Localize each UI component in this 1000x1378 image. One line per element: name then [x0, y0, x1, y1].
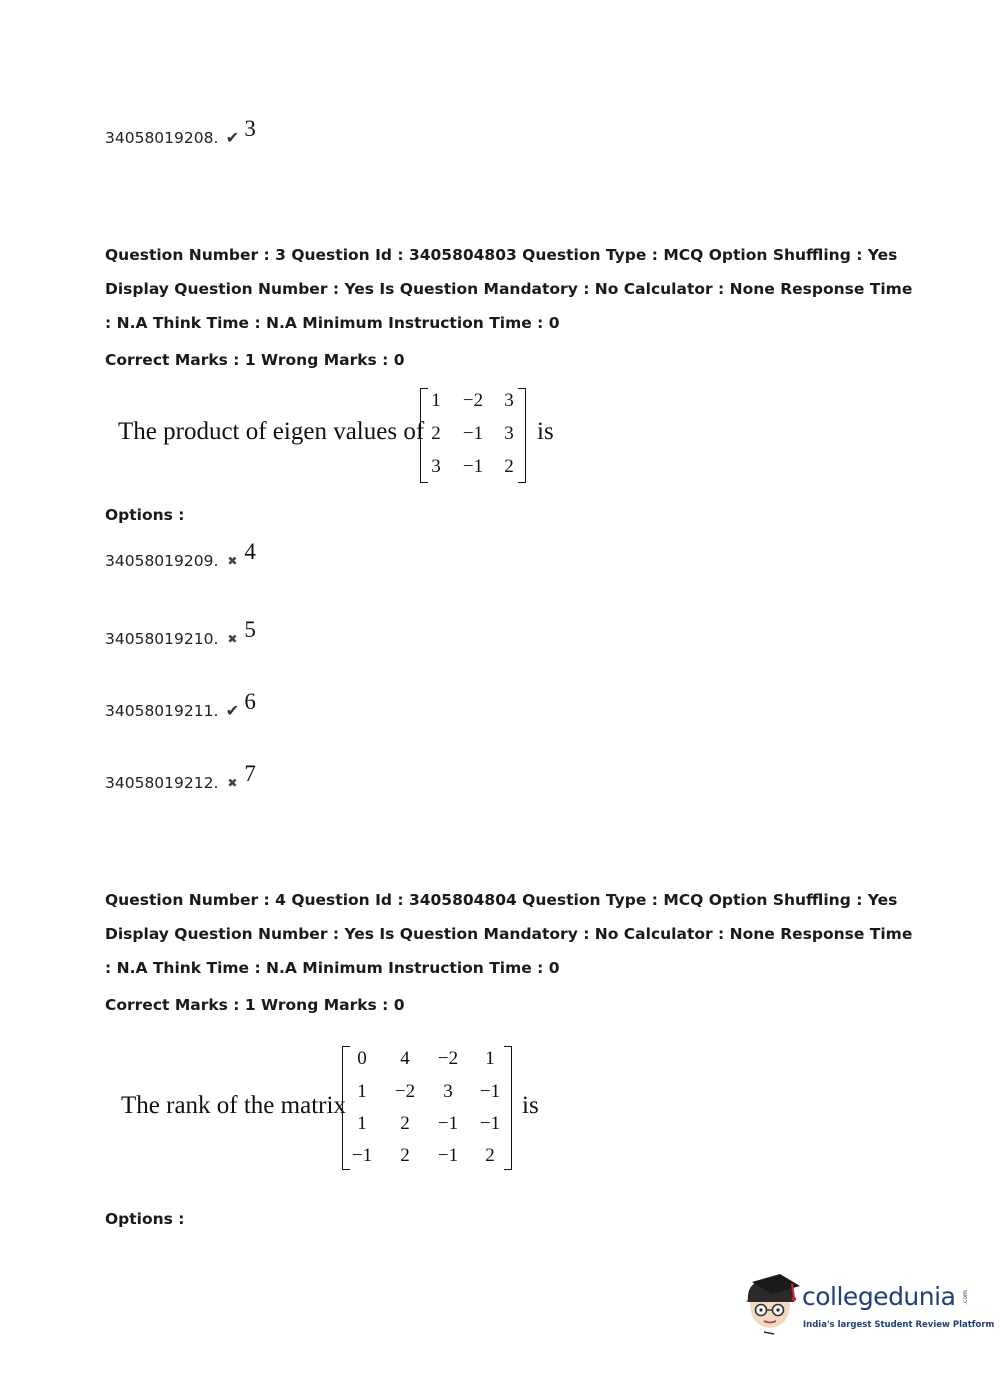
option-row: [105, 691, 256, 721]
question-4-meta: [105, 883, 915, 985]
matrix-cell: −2: [437, 1048, 459, 1069]
question-3-text: The product of eigen values of: [118, 418, 425, 445]
matrix-cell: 2: [485, 1145, 495, 1166]
matrix-cell: 1: [357, 1113, 367, 1134]
question-4-text: The rank of the matrix: [121, 1092, 346, 1119]
matrix-cell: 2: [504, 456, 514, 477]
meta-line: : N.A Think Time : N.A Minimum Instruction Time : 0: [105, 959, 560, 977]
matrix-cell: 2: [400, 1145, 410, 1166]
matrix-cell: 2: [400, 1113, 410, 1134]
meta-line: Display Question Number : Yes Is Question Mandatory : No Calculator : None Response Time: [105, 280, 913, 298]
option-row: [105, 763, 256, 793]
question-4-marks: Correct Marks : 1 Wrong Marks : 0: [105, 996, 405, 1014]
collegedunia-logo: [740, 1272, 995, 1342]
logo-wordmark: collegedunia: [802, 1282, 956, 1311]
logo-domain-suffix: .com: [961, 1290, 969, 1305]
question-3-marks: Correct Marks : 1 Wrong Marks : 0: [105, 351, 405, 369]
option-row: [105, 619, 256, 649]
check-icon: ✔: [225, 128, 240, 147]
question-4-text-suffix: is: [522, 1092, 539, 1119]
question-3-matrix: [420, 388, 526, 483]
matrix-cell: 4: [400, 1048, 410, 1069]
question-3-text-suffix: is: [537, 418, 554, 445]
cross-icon: ✖: [227, 554, 238, 568]
mascot-icon: [740, 1272, 802, 1338]
options-label: Options :: [105, 506, 185, 524]
logo-tagline: India's largest Student Review Platform: [803, 1320, 995, 1330]
question-3-meta: [105, 238, 915, 340]
matrix-cell: 0: [357, 1048, 367, 1069]
matrix-cell: 3: [443, 1081, 453, 1102]
matrix-cell: 3: [504, 390, 514, 411]
matrix-cell: −1: [462, 423, 484, 444]
matrix-cell: 3: [431, 456, 441, 477]
matrix-cell: −2: [394, 1081, 416, 1102]
option-row: [105, 541, 256, 571]
option-value: 4: [244, 539, 256, 564]
option-id: 34058019212.: [105, 774, 219, 792]
option-row: [105, 118, 256, 148]
matrix-cell: −1: [437, 1113, 459, 1134]
matrix-cell: 1: [485, 1048, 495, 1069]
matrix-cell: 2: [431, 423, 441, 444]
matrix-cell: −1: [479, 1113, 501, 1134]
cross-icon: ✖: [227, 776, 238, 790]
option-value: 3: [244, 116, 256, 141]
matrix-cell: 3: [504, 423, 514, 444]
option-id: 34058019210.: [105, 630, 219, 648]
meta-line: Question Number : 3 Question Id : 3405804803 Question Type : MCQ Option Shuffling : Yes: [105, 246, 898, 264]
option-value: 5: [244, 617, 256, 642]
matrix-cell: −1: [437, 1145, 459, 1166]
option-id: 34058019209.: [105, 552, 219, 570]
check-icon: ✔: [225, 701, 240, 720]
matrix-cell: 1: [357, 1081, 367, 1102]
meta-line: Question Number : 4 Question Id : 3405804804 Question Type : MCQ Option Shuffling : Yes: [105, 891, 898, 909]
meta-line: : N.A Think Time : N.A Minimum Instruction Time : 0: [105, 314, 560, 332]
matrix-cell: −2: [462, 390, 484, 411]
option-id: 34058019211.: [105, 702, 219, 720]
option-value: 7: [244, 761, 256, 786]
question-4-matrix: [342, 1046, 512, 1170]
cross-icon: ✖: [227, 632, 238, 646]
options-label: Options :: [105, 1210, 185, 1228]
matrix-cell: −1: [479, 1081, 501, 1102]
meta-line: Display Question Number : Yes Is Question Mandatory : No Calculator : None Response Time: [105, 925, 913, 943]
matrix-cell: −1: [462, 456, 484, 477]
option-id: 34058019208.: [105, 129, 219, 147]
matrix-cell: 1: [431, 390, 441, 411]
option-value: 6: [244, 689, 256, 714]
matrix-cell: −1: [351, 1145, 373, 1166]
